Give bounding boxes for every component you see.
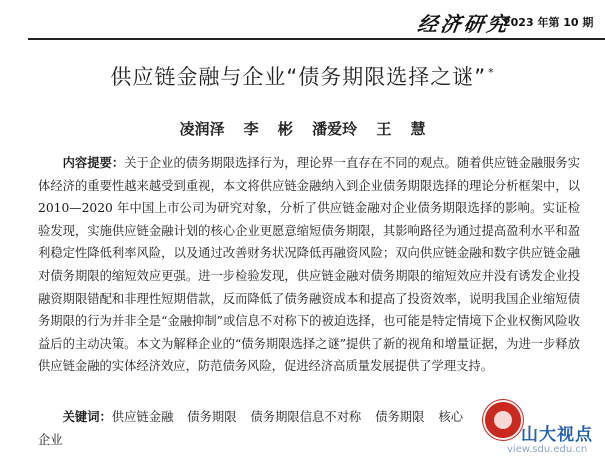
keyword-item: 债务期限: [187, 410, 237, 424]
university-emblem-icon: [483, 400, 523, 440]
journal-header: [0, 0, 605, 40]
keyword-item: 债务期限: [375, 410, 425, 424]
journal-logo: 经济研究: [416, 12, 512, 36]
title-footnote-mark: *: [488, 66, 495, 79]
issue-number: 2023 年第 10 期: [503, 16, 594, 29]
keyword-item-continued: 企业: [38, 432, 63, 447]
watermark: [483, 400, 605, 462]
abstract-block: [38, 152, 580, 378]
header-rule: [28, 38, 605, 40]
watermark-url: view.sdu.edu.cn: [507, 444, 588, 455]
keyword-item: 核心: [438, 410, 463, 424]
keyword-item: 供应链金融: [111, 410, 174, 424]
abstract-label: 内容提要：: [62, 156, 125, 170]
keywords-label: 关键词：: [62, 410, 112, 424]
watermark-brand: 山大视点: [521, 425, 593, 445]
author-list: 凌润泽 李 彬 潘爱玲 王 慧: [179, 120, 426, 138]
keyword-item: 债务期限信息不对称: [250, 410, 362, 424]
article-title: [0, 61, 605, 91]
abstract-text: 关于企业的债务期限选择行为，理论界一直存在不同的观点。随着供应链金融服务实体经济的重要性越来越受到重视，本文将供应链金融纳入到企业债务期限选择的理论分析框架中，以 2010—2020 年中国上市公司为研究对象，分析了供应链金融对企业债务期限选择的影响。实证检验发现，实施供应链金融计划的核心企业更愿意缩短债务期限，其影响路径为通过提高盈利水平和盈利稳定性降低利率风险，以及通过改善财务状况降低再融资风险；双向供应链金融和数字供应链金融对债务期限的缩短效应更强。进一步检验发现，供应链金融对债务期限的缩短效应并没有诱发企业投融资期限错配和非理性短期借款，反而降低了债务融资成本和提高了投资效率，说明我国企业缩短债务期限的行为并非全是“金融抑制”或信息不对称下的被迫选择，也可能是特定情境下企业权衡风险收益后的主动决策。本文为解释企业的“债务期限选择之谜”提供了新的视角和增量证据，为进一步释放供应链金融的实体经济效应，防范债务风险，促进经济高质量发展提供了学理支持。: [38, 156, 580, 374]
article-title-text: 供应链金融与企业“债务期限选择之谜”: [110, 65, 487, 89]
